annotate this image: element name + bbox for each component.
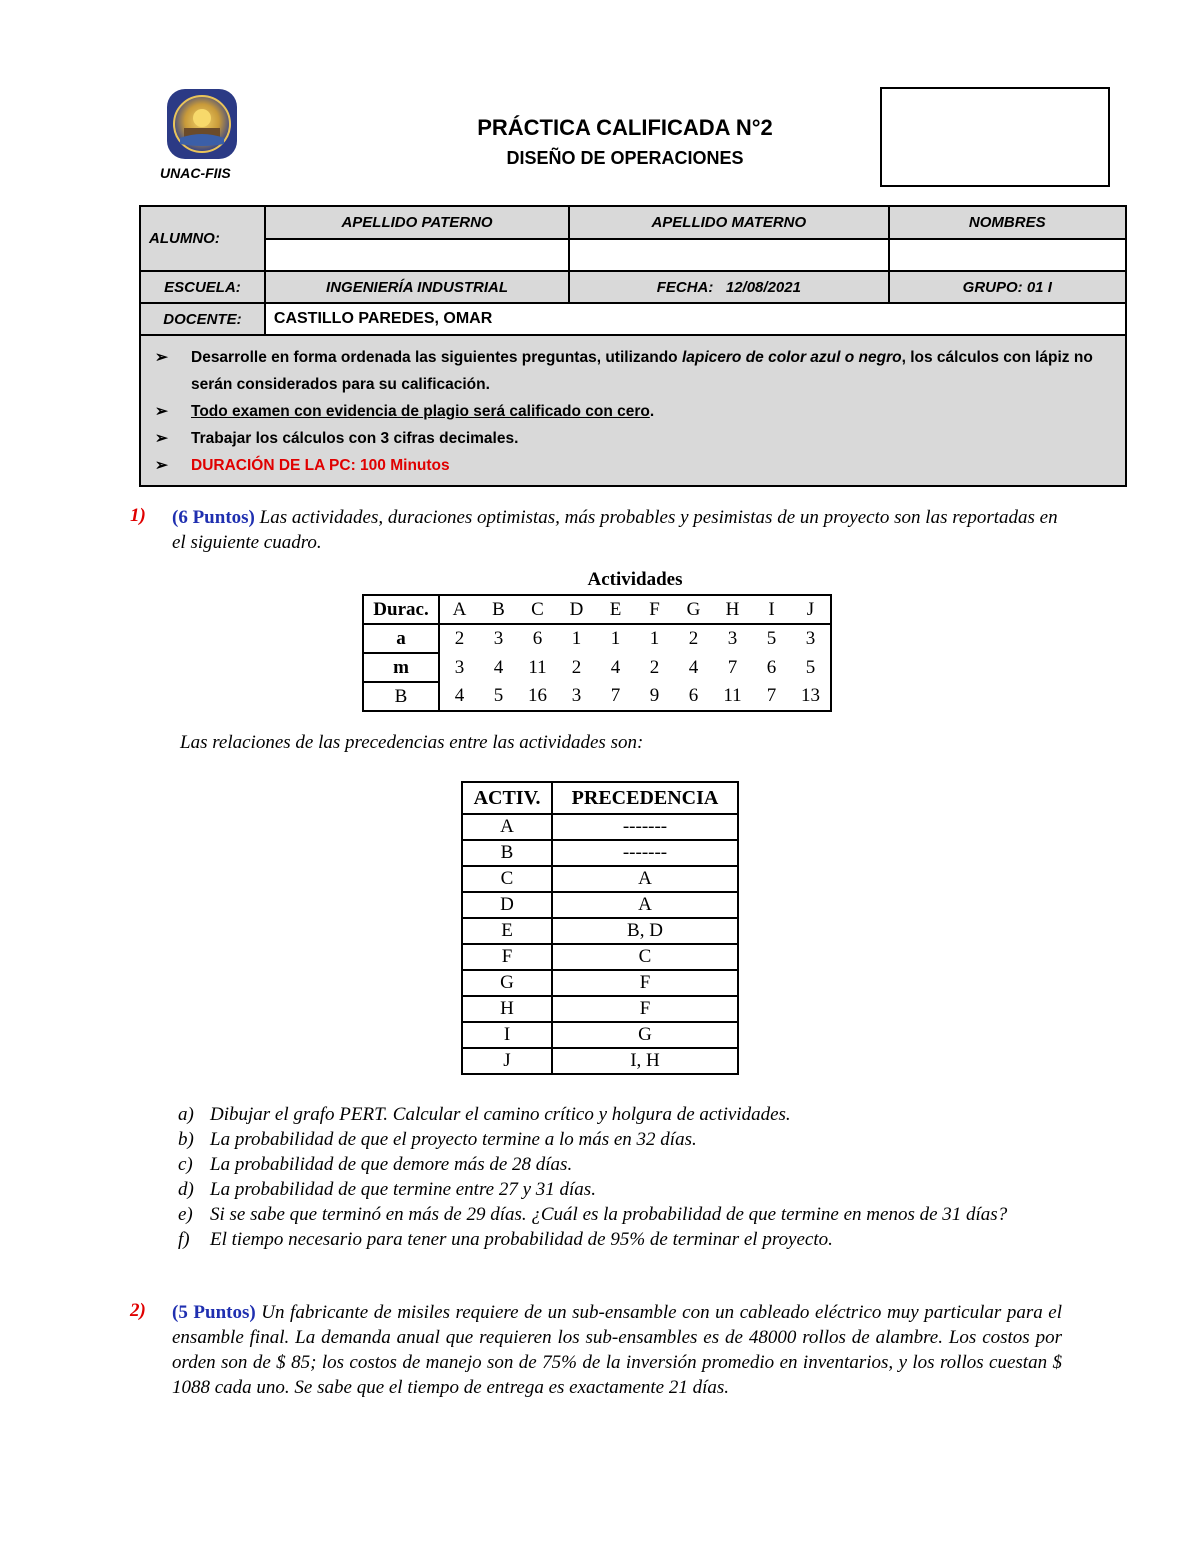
duration-cell: 3 bbox=[493, 628, 504, 649]
duration-cell: 6 bbox=[674, 682, 713, 711]
col-activ: ACTIV. bbox=[462, 782, 552, 814]
prec-cell: F bbox=[552, 970, 738, 996]
duration-cell: 7 bbox=[752, 682, 791, 711]
table-row bbox=[462, 996, 738, 1022]
instruction-2 bbox=[155, 398, 1115, 425]
precedence-table bbox=[461, 781, 739, 1075]
instruction-4 bbox=[155, 452, 1115, 479]
question-2-text: Un fabricante de misiles requiere de un sub-ensamble con un cableado eléctrico muy particular para el ensamble final. La demanda anual que requieren los sub-ensambles es de 48000 rollos de alambre. Los costos por orden son de $ 85; los costos de manejo son de 75% de la inversión promedio en inventarios, y los rollos cuestan $ 1088 cada uno. Se sabe que el tiempo de entrega es exactamente 21 días. bbox=[172, 1302, 1062, 1398]
bullet-arrow-icon: ➢ bbox=[155, 430, 168, 447]
apellido-materno-field[interactable] bbox=[569, 239, 888, 271]
student-info-table bbox=[139, 205, 1127, 487]
question-1-points: (6 Puntos) bbox=[172, 507, 255, 528]
activity-header: H bbox=[713, 595, 752, 624]
table-row bbox=[462, 944, 738, 970]
instruction-1 bbox=[155, 344, 1115, 398]
duration-cell: 4 bbox=[439, 682, 479, 711]
prec-cell: A bbox=[552, 866, 738, 892]
duration-cell: 5 bbox=[766, 628, 777, 649]
escuela-value: INGENIERÍA INDUSTRIAL bbox=[265, 271, 569, 303]
subquestion-letter: d) bbox=[178, 1179, 194, 1200]
subquestion-text: Si se sabe que terminó en más de 29 días. ¿Cuál es la probabilidad de que termine en menos de 31 días? bbox=[210, 1204, 1008, 1225]
prec-cell: ------- bbox=[552, 814, 738, 840]
duration-cell: 9 bbox=[635, 682, 674, 711]
duration-row-m bbox=[363, 653, 831, 682]
duration-cell: 1 bbox=[649, 628, 660, 649]
subquestion-text: Dibujar el grafo PERT. Calcular el camino crítico y holgura de actividades. bbox=[210, 1104, 791, 1125]
subquestions-list bbox=[178, 1102, 1078, 1252]
bullet-arrow-icon: ➢ bbox=[155, 403, 168, 420]
university-logo bbox=[166, 88, 238, 160]
duration-cell: 1 bbox=[571, 628, 582, 649]
activity-header: E bbox=[596, 595, 635, 624]
durations-corner: Durac. bbox=[363, 595, 439, 624]
subquestion-text: La probabilidad de que el proyecto termine a lo más en 32 días. bbox=[210, 1129, 697, 1150]
question-2-body bbox=[172, 1300, 1062, 1400]
duration-cell: 5 bbox=[791, 653, 831, 682]
table-row bbox=[462, 918, 738, 944]
duration-cell: 7 bbox=[596, 682, 635, 711]
list-item bbox=[178, 1152, 1078, 1177]
question-1-body bbox=[172, 505, 1072, 555]
table-row bbox=[462, 1048, 738, 1074]
col-precedencia: PRECEDENCIA bbox=[552, 782, 738, 814]
question-2-points: (5 Puntos) bbox=[172, 1302, 256, 1323]
duration-cell: 4 bbox=[688, 656, 699, 678]
activ-cell: E bbox=[462, 918, 552, 944]
col-apellido-paterno: APELLIDO PATERNO bbox=[265, 206, 569, 239]
list-item bbox=[178, 1177, 1078, 1202]
prec-cell: ------- bbox=[552, 840, 738, 866]
duration-cell: 2 bbox=[454, 628, 465, 649]
duration-row-label: B bbox=[363, 682, 439, 711]
bullet-arrow-icon: ➢ bbox=[155, 349, 168, 366]
duration-cell: 6 bbox=[766, 656, 777, 678]
escuela-label: ESCUELA: bbox=[140, 271, 265, 303]
activ-cell: D bbox=[462, 892, 552, 918]
duration-cell: 2 bbox=[571, 656, 582, 678]
subquestion-letter: b) bbox=[178, 1129, 194, 1150]
instruction-1-text-a: Desarrolle en forma ordenada las siguientes preguntas, utilizando bbox=[191, 349, 682, 366]
duration-cell: 16 bbox=[518, 682, 557, 711]
activ-cell: G bbox=[462, 970, 552, 996]
durations-table bbox=[362, 594, 832, 712]
activ-cell: I bbox=[462, 1022, 552, 1048]
duration-cell: 2 bbox=[649, 656, 660, 678]
subquestion-letter: e) bbox=[178, 1204, 193, 1225]
duration-cell: 6 bbox=[532, 628, 543, 649]
activity-header: B bbox=[479, 595, 518, 624]
nombres-field[interactable] bbox=[889, 239, 1126, 271]
activity-header: J bbox=[791, 595, 831, 624]
instructions-box bbox=[140, 335, 1126, 486]
activ-cell: H bbox=[462, 996, 552, 1022]
duration-row-label: m bbox=[363, 653, 439, 682]
prec-cell: B, D bbox=[552, 918, 738, 944]
docente-label: DOCENTE: bbox=[140, 303, 265, 335]
col-nombres: NOMBRES bbox=[889, 206, 1126, 239]
list-item bbox=[178, 1227, 1078, 1252]
table-row bbox=[462, 970, 738, 996]
page-subtitle: DISEÑO DE OPERACIONES bbox=[506, 148, 744, 168]
activ-cell: A bbox=[462, 814, 552, 840]
duration-cell: 11 bbox=[713, 682, 752, 711]
logo-caption: UNAC-FIIS bbox=[160, 165, 231, 181]
table-row bbox=[462, 840, 738, 866]
activity-header: D bbox=[557, 595, 596, 624]
duration-cell: 13 bbox=[791, 682, 831, 711]
activity-header: I bbox=[752, 595, 791, 624]
instruction-4-text: DURACIÓN DE LA PC: 100 Minutos bbox=[191, 457, 450, 474]
fecha-value: FECHA: 12/08/2021 bbox=[569, 271, 888, 303]
instruction-2-text: Todo examen con evidencia de plagio será calificado con cero bbox=[191, 403, 650, 420]
apellido-paterno-field[interactable] bbox=[265, 239, 569, 271]
prec-cell: I, H bbox=[552, 1048, 738, 1074]
prec-cell: C bbox=[552, 944, 738, 970]
activity-header: C bbox=[518, 595, 557, 624]
question-1-text: Las actividades, duraciones optimistas, más probables y pesimistas de un proyecto son las reportadas en el siguiente cuadro. bbox=[172, 507, 1058, 553]
instruction-1-text-b: lapicero de color azul o negro bbox=[681, 349, 902, 366]
duration-cell: 7 bbox=[727, 656, 738, 678]
prec-cell: G bbox=[552, 1022, 738, 1048]
duration-cell: 3 bbox=[791, 624, 831, 653]
instruction-3-text: Trabajar los cálculos con 3 cifras decimales. bbox=[191, 430, 519, 447]
question-2-number: 2) bbox=[130, 1300, 146, 1321]
col-apellido-materno: APELLIDO MATERNO bbox=[569, 206, 888, 239]
relations-intro: Las relaciones de las precedencias entre las actividades son: bbox=[180, 732, 644, 753]
table-row bbox=[462, 814, 738, 840]
bullet-arrow-icon: ➢ bbox=[155, 457, 168, 474]
docente-value: CASTILLO PAREDES, OMAR bbox=[265, 303, 1126, 335]
grupo-value: GRUPO: 01 I bbox=[889, 271, 1126, 303]
duration-cell: 1 bbox=[610, 628, 621, 649]
subquestion-text: La probabilidad de que termine entre 27 y 31 días. bbox=[210, 1179, 596, 1200]
question-2 bbox=[130, 1300, 1070, 1398]
duration-cell: 2 bbox=[688, 628, 699, 649]
instruction-3 bbox=[155, 425, 1115, 452]
prec-cell: A bbox=[552, 892, 738, 918]
subquestion-letter: a) bbox=[178, 1104, 194, 1125]
table-row bbox=[462, 892, 738, 918]
grade-box[interactable] bbox=[880, 87, 1110, 187]
question-1 bbox=[130, 505, 1070, 553]
subquestion-letter: c) bbox=[178, 1154, 193, 1175]
duration-cell: 3 bbox=[557, 682, 596, 711]
alumno-label: ALUMNO: bbox=[140, 206, 265, 271]
list-item bbox=[178, 1127, 1078, 1152]
activ-cell: B bbox=[462, 840, 552, 866]
subquestion-letter: f) bbox=[178, 1229, 190, 1250]
subquestion-text: La probabilidad de que demore más de 28 días. bbox=[210, 1154, 573, 1175]
duration-row-b bbox=[363, 682, 831, 711]
activ-cell: J bbox=[462, 1048, 552, 1074]
page-title: PRÁCTICA CALIFICADA N°2 bbox=[477, 115, 773, 140]
table-row bbox=[462, 1022, 738, 1048]
table-row bbox=[462, 866, 738, 892]
activity-header: A bbox=[439, 595, 479, 624]
duration-cell: 3 bbox=[454, 656, 465, 678]
duration-cell: 4 bbox=[493, 656, 504, 678]
duration-cell: 4 bbox=[610, 656, 621, 678]
list-item bbox=[178, 1202, 1078, 1227]
instruction-2-period: . bbox=[649, 403, 655, 420]
duration-row-label: a bbox=[363, 624, 439, 653]
activity-header: F bbox=[635, 595, 674, 624]
activ-cell: C bbox=[462, 866, 552, 892]
activity-header: G bbox=[674, 595, 713, 624]
duration-row-a bbox=[363, 624, 831, 653]
subquestion-text: El tiempo necesario para tener una probabilidad de 95% de terminar el proyecto. bbox=[210, 1229, 833, 1250]
question-1-number: 1) bbox=[130, 505, 146, 526]
duration-cell: 5 bbox=[479, 682, 518, 711]
duration-cell: 3 bbox=[727, 628, 738, 649]
duration-cell: 11 bbox=[528, 656, 547, 678]
prec-cell: F bbox=[552, 996, 738, 1022]
list-item bbox=[178, 1102, 1078, 1127]
activities-title: Actividades bbox=[587, 569, 683, 590]
activ-cell: F bbox=[462, 944, 552, 970]
instruction-1-text-c: , los cálculos con lápiz no serán considerados para su calificación. bbox=[191, 349, 1093, 393]
